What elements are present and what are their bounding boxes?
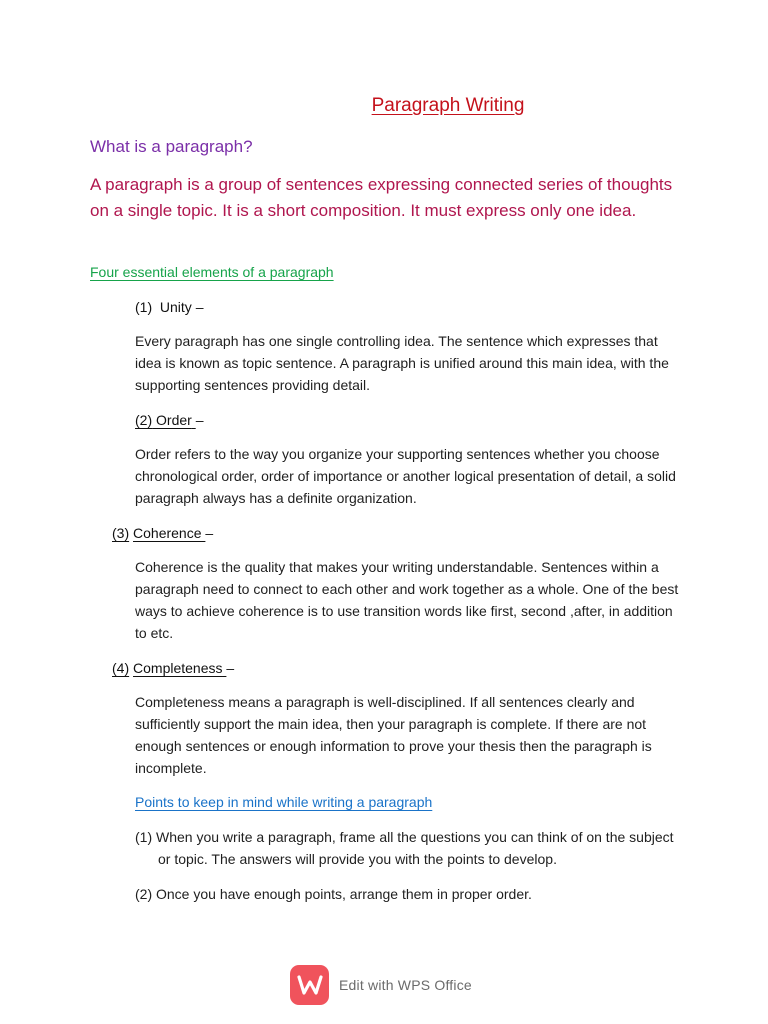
section-question: What is a paragraph? bbox=[90, 137, 253, 156]
element-number: (2) bbox=[135, 412, 153, 428]
element-text-unity: Every paragraph has one single controlling idea. The sentence which expresses that idea is known as topic sentence. A paragraph is unified around this main idea, with the supporting sentences providing detail. bbox=[135, 333, 669, 393]
element-text-coherence: Coherence is the quality that makes your writing understandable. Sentences within a paragraph need to connect to each other and work together as a whole. One of the best ways to achieve coherence is to use transition words like first, second ,after, in addition to etc. bbox=[135, 559, 679, 641]
element-number-and-name bbox=[135, 412, 196, 428]
element-dash: – bbox=[205, 525, 214, 541]
element-name: Order bbox=[156, 412, 192, 428]
element-label-unity bbox=[135, 297, 204, 317]
point-item-1: (1) When you write a paragraph, frame all the questions you can think of on the subject or topic. The answers will provide you with the points to develop. bbox=[135, 829, 674, 867]
document-title: Paragraph Writing bbox=[371, 95, 525, 116]
element-dash: – bbox=[226, 660, 235, 676]
wps-office-logo-icon bbox=[290, 965, 329, 1005]
element-dash: – bbox=[195, 412, 204, 428]
element-number: (1) bbox=[135, 299, 153, 315]
element-text-order: Order refers to the way you organize your supporting sentences whether you choose chronological order, order of importance or another logical presentation of detail, a solid paragraph always has a definite organization. bbox=[135, 446, 676, 506]
point-item-2: (2) Once you have enough points, arrange them in proper order. bbox=[135, 886, 532, 902]
element-label-completeness bbox=[112, 658, 234, 678]
element-number: (4) bbox=[112, 660, 130, 676]
element-label-order bbox=[135, 410, 204, 430]
element-name: Coherence bbox=[133, 525, 202, 541]
wps-edit-label[interactable]: Edit with WPS Office bbox=[339, 977, 472, 993]
wps-edit-banner[interactable] bbox=[290, 965, 472, 1005]
element-number: (3) bbox=[112, 525, 130, 541]
paragraph-definition: A paragraph is a group of sentences expressing connected series of thoughts on a single topic. It is a short composition. It must express only one idea. bbox=[90, 175, 673, 220]
element-label-coherence bbox=[112, 523, 213, 543]
element-name: Unity bbox=[159, 299, 192, 315]
points-heading: Points to keep in mind while writing a paragraph bbox=[135, 794, 433, 810]
element-text-completeness: Completeness means a paragraph is well-disciplined. If all sentences clearly and sufficiently support the main idea, then your paragraph is complete. If there are not enough sentences or enough information to prove your thesis then the paragraph is incomplete. bbox=[135, 694, 652, 776]
elements-heading: Four essential elements of a paragraph bbox=[90, 264, 334, 280]
element-dash: – bbox=[195, 299, 204, 315]
element-name: Completeness bbox=[133, 660, 223, 676]
